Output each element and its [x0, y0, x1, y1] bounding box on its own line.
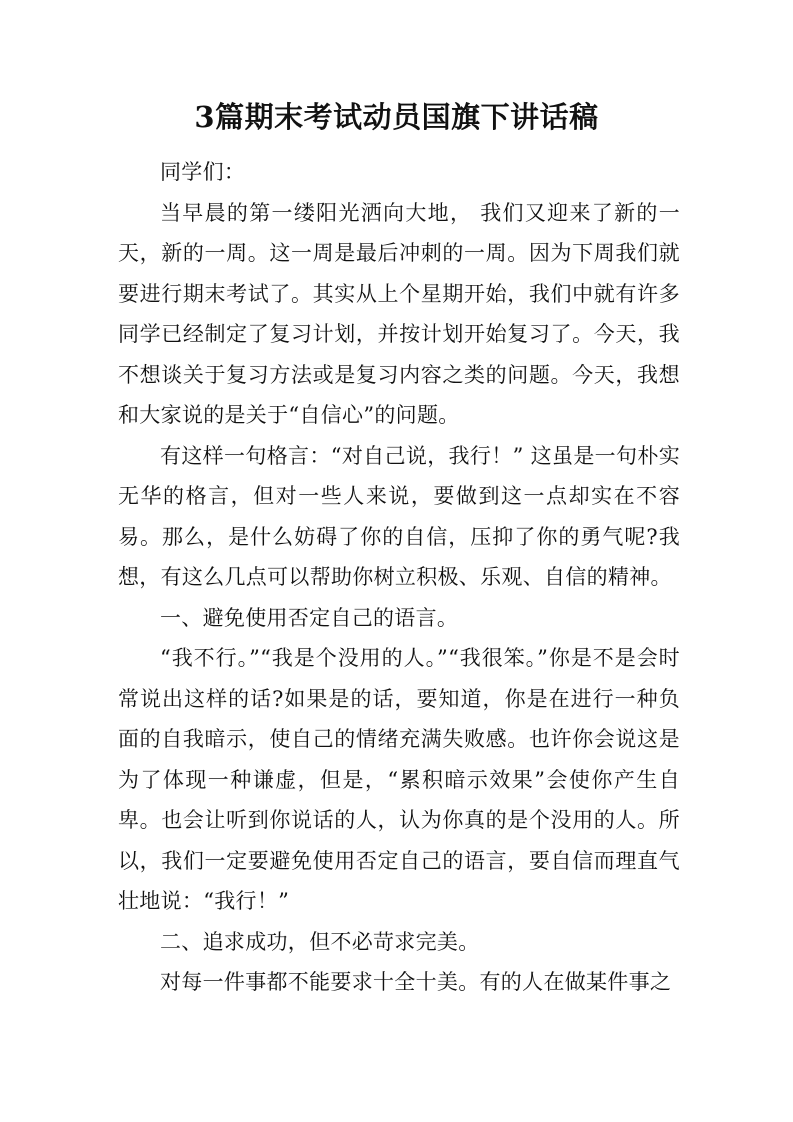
paragraph-section-2: 对每一件事都不能要求十全十美。有的人在做某件事之	[160, 970, 672, 994]
section-heading-2: 二、追求成功，但不必苛求完美。	[160, 929, 480, 954]
paragraph-intro: 当早晨的第一缕阳光洒向大地， 我们又迎来了新的一天，新的一周。这一周是最后冲刺的一周。因为下周我们就要进行期末考试了。其实从上个星期开始，我们中就有许多同学已经制定了复习计划，并按计划开始复习了。今天，我不想谈关于复习方法或是复习内容之类的问题。今天，我想和大家说的是关于“自信心”的问题。	[118, 200, 680, 427]
document-body	[118, 152, 680, 1003]
section-heading-1: 一、避免使用否定自己的语言。	[160, 605, 459, 630]
paragraph-greeting: 同学们：	[160, 160, 246, 184]
paragraph-section-1: “我不行。”“我是个没用的人。”“我很笨。”你是不是会时常说出这样的话?如果是的话，要知道，你是在进行一种负面的自我暗示，使自己的情绪充满失败感。也许你会说这是为了体现一种谦虚，但是，“累积暗示效果”会使你产生自卑。也会让听到你说话的人，认为你真的是个没用的人。所以，我们一定要避免使用否定自己的语言，要自信而理直气壮地说：“我行！”	[118, 646, 680, 913]
document-title: 3篇期末考试动员国旗下讲话稿	[194, 100, 599, 134]
paragraph-motto: 有这样一句格言：“对自己说，我行！” 这虽是一句朴实无华的格言，但对一些人来说，要做到这一点却实在不容易。那么，是什么妨碍了你的自信，压抑了你的勇气呢?我想，有这么几点可以帮助你树立积极、乐观、自信的精神。	[118, 443, 680, 589]
